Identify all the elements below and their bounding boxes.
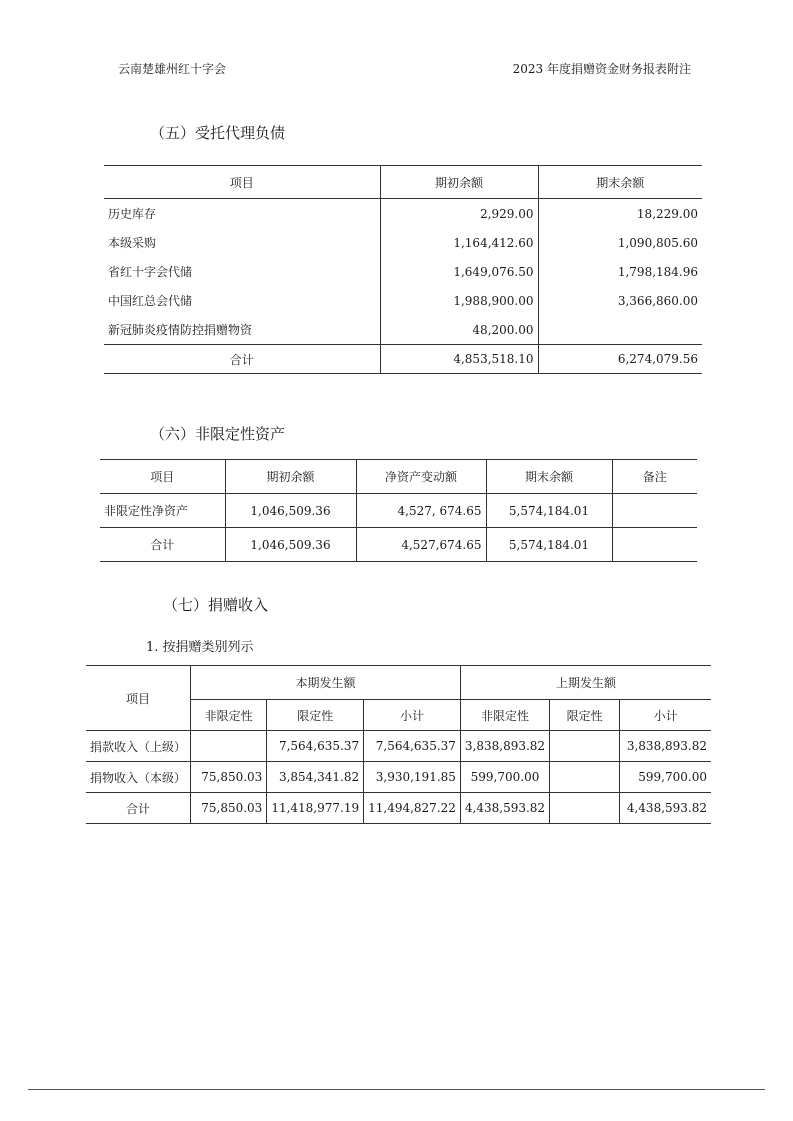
row-end: 1,090,805.60: [617, 235, 698, 250]
total-end: 6,274,079.56: [538, 345, 702, 374]
row-item: 捐款收入（上级）: [86, 731, 191, 762]
row-cell: 11,494,827.22: [364, 793, 461, 824]
row-cell: 75,850.03: [191, 793, 267, 824]
col-header-restricted: 限定性: [267, 700, 364, 731]
col-header-item: 项目: [86, 666, 191, 731]
row-item: 省红十字会代储: [108, 265, 193, 279]
total-label: 合计: [104, 345, 380, 374]
col-header-current: 本期发生额: [191, 666, 461, 700]
row-end: 1,798,184.96: [617, 264, 698, 279]
row-end: 18,229.00: [636, 206, 698, 221]
row-cell: [550, 762, 620, 793]
header-org: 云南楚雄州红十字会: [118, 62, 227, 76]
table-row: [86, 731, 711, 762]
row-item: 历史库存: [108, 207, 157, 221]
row-begin: 1,649,076.50: [380, 257, 538, 286]
row-cell: 7,564,635.37: [267, 731, 364, 762]
table-row: [86, 762, 711, 793]
table-row: [104, 199, 702, 229]
table-row: [100, 494, 697, 528]
col-header-unrestricted: 非限定性: [191, 700, 267, 731]
row-begin: 2,929.00: [380, 199, 538, 229]
col-header-begin: 期初余额: [225, 460, 356, 494]
total-change: 4,527,674.65: [356, 528, 486, 562]
table-row: [104, 315, 702, 345]
unrestricted-assets-table: [100, 459, 697, 562]
row-cell: 599,700.00: [620, 762, 711, 793]
col-header-unrestricted: 非限定性: [460, 700, 549, 731]
table-row: [104, 286, 702, 315]
row-cell: 3,838,893.82: [460, 731, 549, 762]
row-item: 本级采购: [108, 236, 157, 250]
col-header-change: 净资产变动额: [356, 460, 486, 494]
row-cell: 7,564,635.37: [364, 731, 461, 762]
total-note: [612, 528, 697, 562]
row-item: 中国红总会代储: [108, 294, 193, 308]
row-end: [538, 315, 702, 345]
total-label: 合计: [100, 528, 225, 562]
table-total-row: [100, 528, 697, 562]
section6-title: （六）非限定性资产: [150, 425, 286, 443]
row-begin: 48,200.00: [380, 315, 538, 345]
table-row: [104, 257, 702, 286]
row-begin: 1,046,509.36: [225, 494, 356, 528]
row-begin: 1,164,412.60: [380, 228, 538, 257]
total-begin: 4,853,518.10: [380, 345, 538, 374]
row-change: 4,527, 674.65: [356, 494, 486, 528]
col-header-restricted: 限定性: [550, 700, 620, 731]
row-cell: 75,850.03: [191, 762, 267, 793]
row-cell: 3,930,191.85: [364, 762, 461, 793]
footer-rule: [28, 1089, 765, 1090]
row-begin: 1,988,900.00: [380, 286, 538, 315]
col-header-end: 期末余额: [538, 166, 702, 199]
total-label: 合计: [86, 793, 191, 824]
row-cell: [191, 731, 267, 762]
row-cell: [550, 731, 620, 762]
table-header-row: [104, 166, 702, 199]
row-note: [612, 494, 697, 528]
row-item: 新冠肺炎疫情防控捐赠物资: [108, 323, 253, 337]
row-cell: 4,438,593.82: [620, 793, 711, 824]
row-end: 3,366,860.00: [617, 293, 698, 308]
total-begin: 1,046,509.36: [225, 528, 356, 562]
col-header-note: 备注: [612, 460, 697, 494]
row-item: 非限定性净资产: [100, 494, 225, 528]
total-end: 5,574,184.01: [486, 528, 612, 562]
table-header-row: [86, 666, 711, 700]
table-row: [104, 228, 702, 257]
table-header-row: [100, 460, 697, 494]
row-cell: 11,418,977.19: [267, 793, 364, 824]
row-cell: 4,438,593.82: [460, 793, 549, 824]
col-header-item: 项目: [104, 166, 380, 199]
col-header-begin: 期初余额: [380, 166, 538, 199]
col-header-subtotal: 小计: [620, 700, 711, 731]
donation-income-table: [86, 665, 711, 824]
section5-title: （五）受托代理负债: [150, 124, 286, 142]
section7-title: （七）捐赠收入: [163, 596, 269, 614]
table-total-row: [86, 793, 711, 824]
col-header-end: 期末余额: [486, 460, 612, 494]
row-cell: 3,854,341.82: [267, 762, 364, 793]
col-header-prior: 上期发生额: [460, 666, 711, 700]
row-cell: [550, 793, 620, 824]
row-cell: 3,838,893.82: [620, 731, 711, 762]
section7-subtitle: 1. 按捐赠类别列示: [146, 640, 254, 655]
row-end: 5,574,184.01: [486, 494, 612, 528]
table-total-row: [104, 345, 702, 374]
row-item: 捐物收入（本级）: [86, 762, 191, 793]
row-cell: 599,700.00: [460, 762, 549, 793]
col-header-item: 项目: [100, 460, 225, 494]
col-header-subtotal: 小计: [364, 700, 461, 731]
entrusted-liabilities-table: [104, 165, 702, 374]
header-doc-title: 2023 年度捐赠资金财务报表附注: [512, 62, 691, 76]
